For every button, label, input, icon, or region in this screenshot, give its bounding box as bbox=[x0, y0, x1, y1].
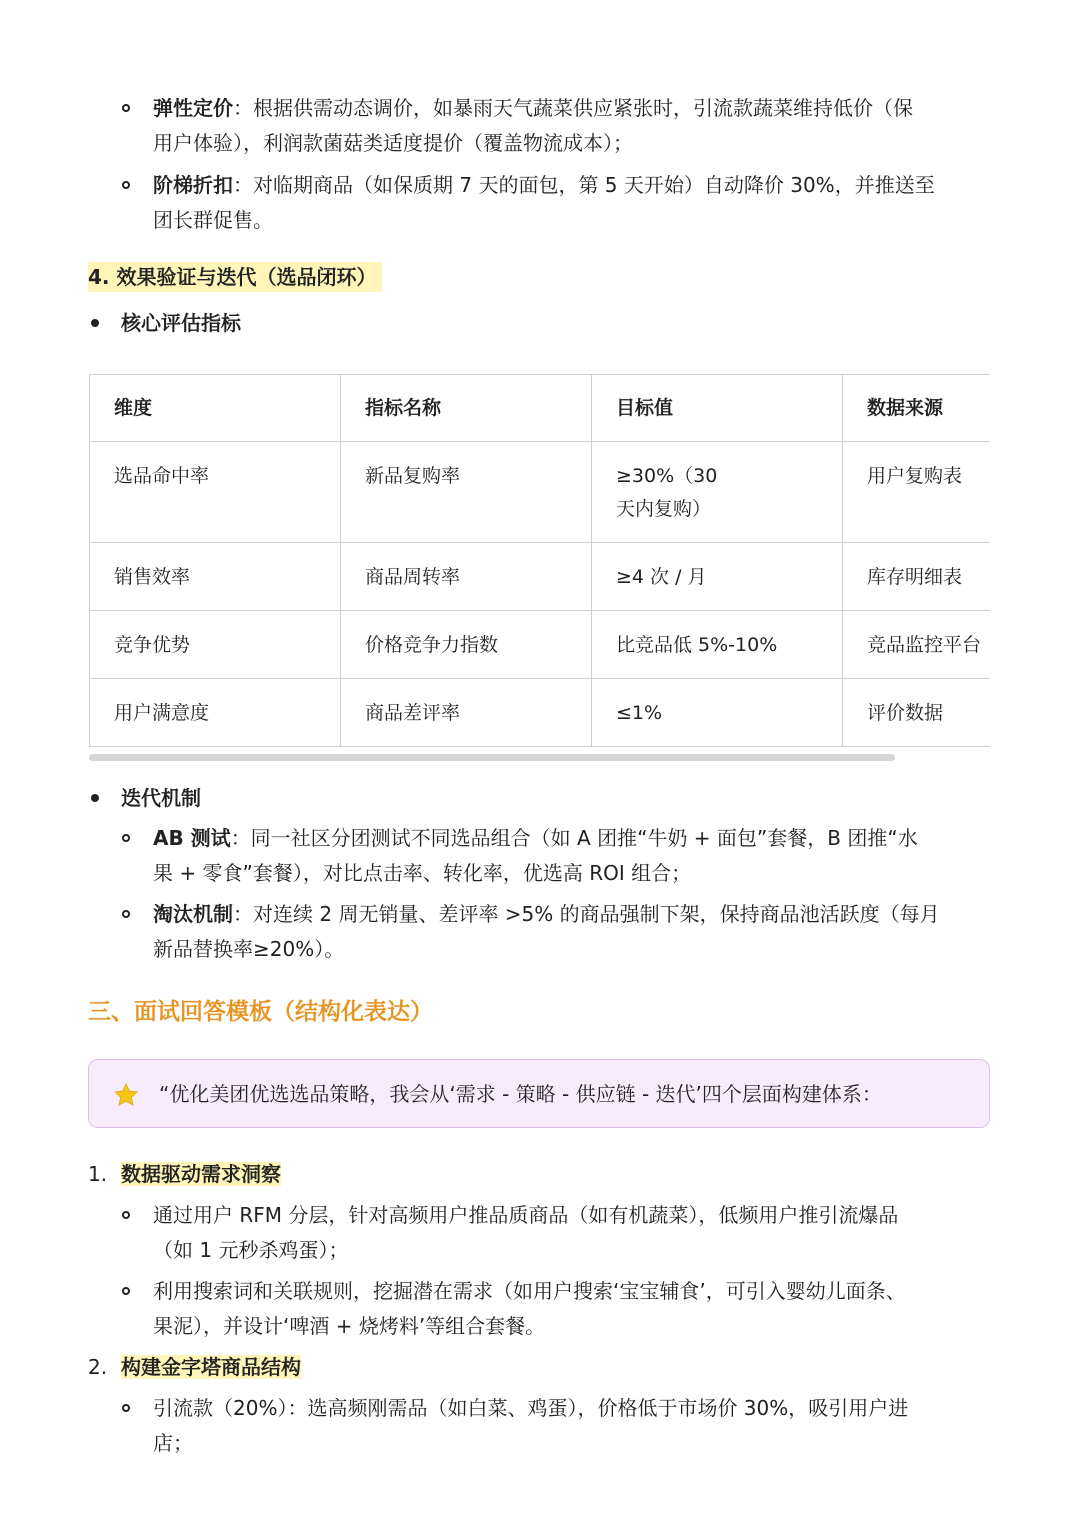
table-cell: 库存明细表 bbox=[843, 543, 990, 611]
table-cell bbox=[592, 442, 843, 543]
target-line2: 天内复购） bbox=[616, 498, 712, 520]
iteration-bullet: 迭代机制 bbox=[121, 786, 201, 810]
table-cell: 商品周转率 bbox=[341, 543, 592, 611]
list-item-title-text: 构建金字塔商品结构 bbox=[121, 1355, 301, 1379]
table-cell: ≤1% bbox=[592, 679, 843, 747]
elimination-line1 bbox=[153, 897, 940, 932]
list-number: 1. bbox=[88, 1162, 108, 1186]
table-header-cell: 数据来源 bbox=[843, 375, 990, 442]
elimination-text: ：对连续 2 周无销量、差评率 >5% 的商品强制下架，保持商品池活跃度（每月 bbox=[233, 902, 940, 926]
list-subitem-line: （如 1 元秒杀鸡蛋）； bbox=[153, 1238, 349, 1262]
table-cell: 用户满意度 bbox=[90, 679, 341, 747]
list-subitem-line: 利用搜索词和关联规则，挖掘潜在需求（如用户搜索‘宝宝辅食’，可引入婴幼儿面条、 bbox=[153, 1279, 906, 1303]
list-subitem-line: 引流款（20%）：选高频刚需品（如白菜、鸡蛋），价格低于市场价 30%，吸引用户进 bbox=[153, 1396, 909, 1420]
quote-callout bbox=[88, 1059, 990, 1128]
section-4-heading: 4. 效果验证与迭代（选品闭环） bbox=[88, 262, 382, 292]
elastic-pricing-line1 bbox=[153, 91, 913, 126]
list-subitem-line: 店； bbox=[153, 1431, 193, 1455]
elastic-pricing-label: 弹性定价 bbox=[153, 96, 233, 120]
table-header-cell: 指标名称 bbox=[341, 375, 592, 442]
ab-test-text: ：同一社区分团测试不同选品组合（如 A 团推“牛奶 + 面包”套餐，B 团推“水 bbox=[230, 826, 918, 850]
elimination-label: 淘汰机制 bbox=[153, 902, 233, 926]
list-item-title bbox=[121, 1157, 281, 1192]
list-number: 2. bbox=[88, 1355, 108, 1379]
table-header-cell: 目标值 bbox=[592, 375, 843, 442]
list-subitem-line: 果泥），并设计‘啤酒 + 烧烤料’等组合套餐。 bbox=[153, 1314, 546, 1338]
disc-bullet-icon bbox=[91, 319, 99, 327]
tier-discount-text: ：对临期商品（如保质期 7 天的面包，第 5 天开始）自动降价 30%，并推送至 bbox=[233, 173, 935, 197]
circle-bullet-icon bbox=[122, 910, 130, 918]
table-cell: 用户复购表 bbox=[843, 442, 990, 543]
table-cell: 比竞品低 5%-10% bbox=[592, 611, 843, 679]
table-row bbox=[90, 442, 990, 543]
table-cell: 商品差评率 bbox=[341, 679, 592, 747]
ab-test-line1 bbox=[153, 821, 918, 856]
ab-test-label: AB 测试 bbox=[153, 826, 231, 850]
table-cell: 选品命中率 bbox=[90, 442, 341, 543]
table-header-cell: 维度 bbox=[90, 375, 341, 442]
list-item-title bbox=[121, 1350, 301, 1385]
section-3-heading: 三、面试回答模板（结构化表达） bbox=[88, 999, 433, 1025]
table-cell: 价格竞争力指数 bbox=[341, 611, 592, 679]
tier-discount-line1 bbox=[153, 168, 935, 203]
table-row bbox=[90, 543, 990, 611]
ab-test-line2: 果 + 零食”套餐），对比点击率、转化率，优选高 ROI 组合； bbox=[153, 861, 692, 885]
list-item-title-text: 数据驱动需求洞察 bbox=[121, 1162, 281, 1186]
circle-bullet-icon bbox=[122, 104, 130, 112]
table-cell: 竞争优势 bbox=[90, 611, 341, 679]
disc-bullet-icon bbox=[91, 794, 99, 802]
circle-bullet-icon bbox=[122, 1211, 130, 1219]
list-subitem-line: 通过用户 RFM 分层，针对高频用户推品质商品（如有机蔬菜），低频用户推引流爆品 bbox=[153, 1203, 899, 1227]
elastic-pricing-text: ：根据供需动态调价，如暴雨天气蔬菜供应紧张时，引流款蔬菜维持低价（保 bbox=[233, 96, 913, 120]
elimination-line2: 新品替换率≥20%）。 bbox=[153, 937, 345, 961]
table-row bbox=[90, 679, 990, 747]
table-cell: 销售效率 bbox=[90, 543, 341, 611]
table-cell: ≥4 次 / 月 bbox=[592, 543, 843, 611]
table-header-row bbox=[90, 375, 990, 442]
circle-bullet-icon bbox=[122, 1287, 130, 1295]
table-cell: 新品复购率 bbox=[341, 442, 592, 543]
circle-bullet-icon bbox=[122, 1404, 130, 1412]
callout-text: “优化美团优选选品策略，我会从‘需求 - 策略 - 供应链 - 迭代’四个层面构建体系： bbox=[159, 1082, 882, 1106]
table-cell: 竞品监控平台 bbox=[843, 611, 990, 679]
elastic-pricing-line2: 用户体验），利润款菌菇类适度提价（覆盖物流成本）； bbox=[153, 131, 633, 155]
tier-discount-label: 阶梯折扣 bbox=[153, 173, 233, 197]
metrics-table bbox=[89, 374, 990, 747]
star-icon bbox=[113, 1082, 139, 1108]
table-horizontal-scrollbar[interactable] bbox=[89, 754, 895, 761]
table-row bbox=[90, 611, 990, 679]
tier-discount-line2: 团长群促售。 bbox=[153, 208, 273, 232]
core-metrics-bullet: 核心评估指标 bbox=[121, 311, 241, 335]
circle-bullet-icon bbox=[122, 834, 130, 842]
circle-bullet-icon bbox=[122, 181, 130, 189]
table-cell: 评价数据 bbox=[843, 679, 990, 747]
target-line1: ≥30%（30 bbox=[616, 465, 718, 487]
